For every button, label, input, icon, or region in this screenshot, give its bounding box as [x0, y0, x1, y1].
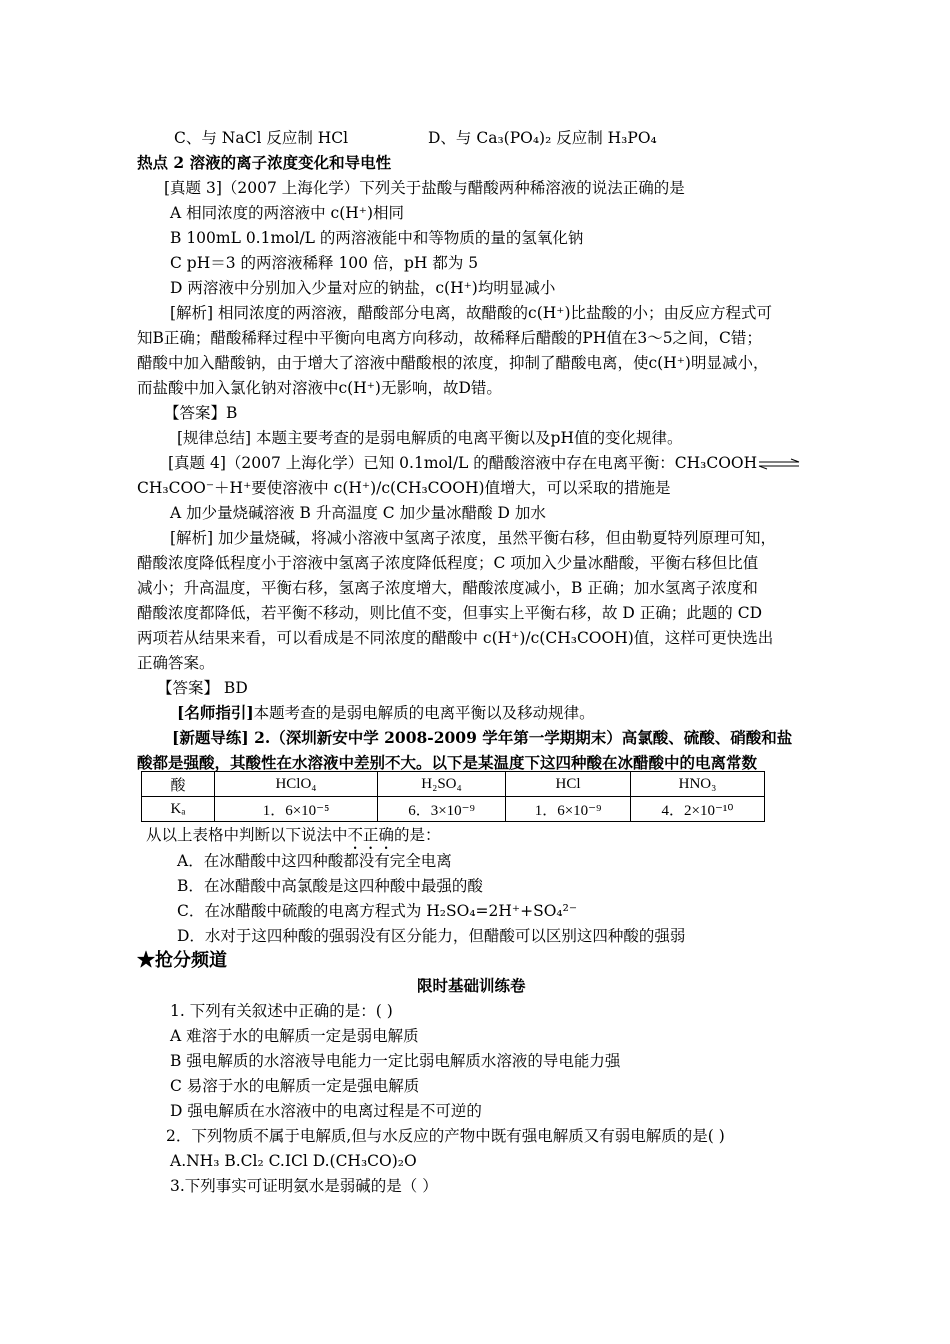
guide-text: 本题考查的是弱电解质的电离平衡以及移动规律。: [253, 704, 595, 722]
table-cell: 1．6×10⁻⁹: [506, 797, 631, 822]
new-question-stem-cont: 酸都是强酸，其酸性在水溶液中差别不大。以下是某温度下这四种酸在冰醋酸中的电离常数: [137, 753, 758, 772]
question-stem: [真题 3]（2007 上海化学）下列关于盐酸与醋酸两种稀溶液的说法正确的是: [164, 179, 685, 197]
option-c: C．在冰醋酸中硫酸的电离方程式为 H₂SO₄=2H⁺+SO₄²⁻: [177, 902, 578, 920]
ionization-constant-table: [141, 771, 765, 822]
analysis-line: 两项若从结果来看，可以看成是不同浓度的醋酸中 c(H⁺)/c(CH₃COOH)值，这样可更快选出: [137, 629, 774, 647]
option-line: [174, 128, 864, 148]
analysis-line: 醋酸浓度降低程度小于溶液中氢离子浓度降低程度；C 项加入少量冰醋酸，平衡右移但比值: [137, 554, 759, 572]
options-line: A.NH₃ B.Cl₂ C.ICl D.(CH₃CO)₂O: [170, 1152, 417, 1170]
section-heading: 热点 2 溶液的离子浓度变化和导电性: [137, 153, 392, 172]
table-cell: 酸: [142, 772, 215, 797]
guide: [177, 703, 867, 723]
channel-title: ★抢分频道: [137, 950, 227, 971]
ask-emphasis: 不正确: [347, 826, 395, 844]
option-d: D 强电解质在水溶液中的电离过程是不可逆的: [170, 1102, 482, 1120]
table-cell: HNO₃: [631, 772, 765, 797]
option-a: A 相同浓度的两溶液中 c(H⁺)相同: [170, 204, 405, 222]
question-ask: [146, 825, 836, 853]
option-c: C、与 NaCl 反应制 HCl: [174, 129, 349, 147]
analysis-line: 知B正确；醋酸稀释过程中平衡向电离方向移动，故稀释后醋酸的PH值在3～5之间，C错；: [137, 329, 762, 347]
ask-post: 的是：: [394, 826, 441, 844]
question-stem: [168, 453, 858, 473]
option-a: A．在冰醋酸中这四种酸都没有完全电离: [177, 852, 452, 870]
channel-subtitle: 限时基础训练卷: [417, 976, 526, 995]
analysis-line: [解析] 相同浓度的两溶液，醋酸部分电离，故醋酸的c(H⁺)比盐酸的小；由反应方程式可: [170, 304, 772, 322]
option-b: B 强电解质的水溶液导电能力一定比弱电解质水溶液的导电能力强: [170, 1052, 621, 1070]
table-cell: Kₐ: [142, 797, 215, 822]
options-line: A 加少量烧碱溶液 B 升高温度 C 加少量冰醋酸 D 加水: [170, 504, 546, 522]
option-d: D、与 Ca₃(PO₄)₂ 反应制 H₃PO₄: [427, 129, 657, 147]
answer: 【答案】B: [164, 404, 238, 422]
table-row: [142, 797, 765, 822]
option-c: C pH＝3 的两溶液稀释 100 倍，pH 都为 5: [170, 254, 479, 272]
option-d: D．水对于这四种酸的强弱没有区分能力，但醋酸可以区别这四种酸的强弱: [177, 927, 686, 945]
analysis-line: 减小；升高温度，平衡右移，氢离子浓度增大，醋酸浓度减小，B 正确；加水氢离子浓度和: [137, 579, 758, 597]
table-cell: 4．2×10⁻¹⁰: [631, 797, 765, 822]
table-cell: HCl: [506, 772, 631, 797]
question-stem-text: [真题 4]（2007 上海化学）已知 0.1mol/L 的醋酸溶液中存在电离平衡：CH₃COOH: [168, 454, 758, 472]
guide-label: [名师指引]: [177, 703, 254, 722]
summary: [规律总结] 本题主要考查的是弱电解质的电离平衡以及pH值的变化规律。: [177, 429, 683, 447]
question-stem: 3.下列事实可证明氨水是弱碱的是（ ）: [170, 1177, 438, 1195]
analysis-line: 醋酸浓度都降低，若平衡不移动，则比值不变，但事实上平衡右移，故 D 正确；此题的 CD: [137, 604, 762, 622]
table-cell: 6．3×10⁻⁹: [378, 797, 506, 822]
table-row: [142, 772, 765, 797]
table-cell: HClO₄: [215, 772, 378, 797]
question-stem-cont: CH₃COO⁻＋H⁺要使溶液中 c(H⁺)/c(CH₃COOH)值增大，可以采取的措施是: [137, 479, 671, 497]
table-cell: 1．6×10⁻⁵: [215, 797, 378, 822]
option-b: B．在冰醋酸中高氯酸是这四种酸中最强的酸: [177, 877, 483, 895]
answer: 【答案】 BD: [157, 679, 248, 697]
option-a: A 难溶于水的电解质一定是弱电解质: [170, 1027, 419, 1045]
option-d: D 两溶液中分别加入少量对应的钠盐，c(H⁺)均明显减小: [170, 279, 556, 297]
option-b: B 100mL 0.1mol/L 的两溶液能中和等物质的量的氢氧化钠: [170, 229, 584, 247]
new-question-stem: [新题导练] 2.（深圳新安中学 2008-2009 学年第一学期期末）高氯酸、硫酸、硝酸和盐: [172, 728, 793, 747]
equilibrium-arrows-icon: [757, 458, 801, 470]
analysis-line: 醋酸中加入醋酸钠，由于增大了溶液中醋酸根的浓度，抑制了醋酸电离，使c(H⁺)明显减小，: [137, 354, 769, 372]
analysis-line: 正确答案。: [137, 654, 215, 672]
option-c: C 易溶于水的电解质一定是强电解质: [170, 1077, 420, 1095]
analysis-line: [解析] 加少量烧碱，将减小溶液中氢离子浓度，虽然平衡右移，但由勒夏特列原理可知，: [170, 529, 777, 547]
table-cell: H₂SO₄: [378, 772, 506, 797]
analysis-line: 而盐酸中加入氯化钠对溶液中c(H⁺)无影响，故D错。: [137, 379, 502, 397]
question-stem: 1. 下列有关叙述中正确的是：( ): [170, 1002, 393, 1020]
question-stem: 2．下列物质不属于电解质,但与水反应的产物中既有强电解质又有弱电解质的是( ): [166, 1127, 725, 1145]
ask-pre: 从以上表格中判断以下说法中: [146, 826, 348, 844]
